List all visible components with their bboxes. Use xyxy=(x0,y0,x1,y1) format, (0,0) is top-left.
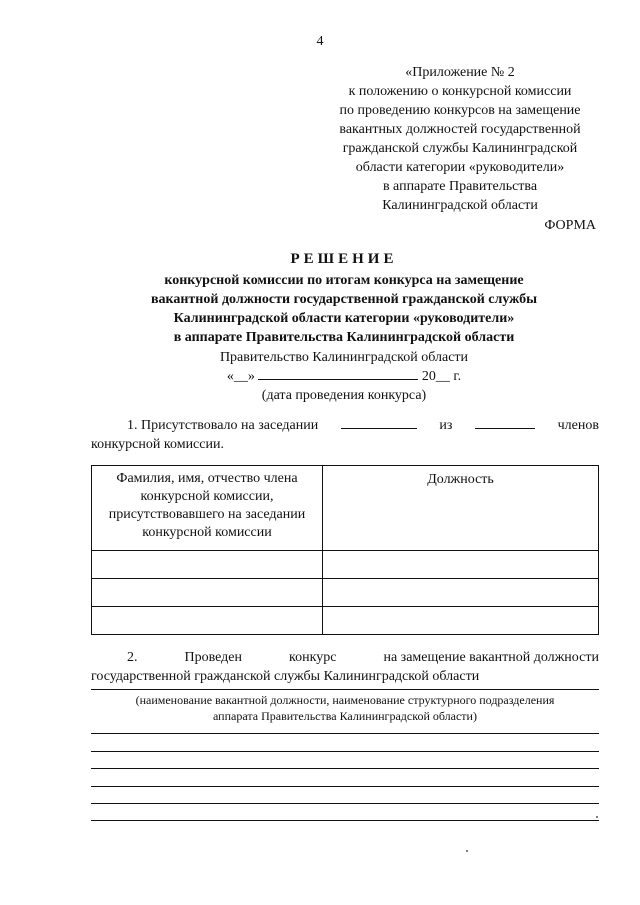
title-word: РЕШЕНИЕ xyxy=(290,251,398,267)
item-2 xyxy=(91,648,599,686)
appendix-line: в аппарате Правительства xyxy=(382,179,538,194)
total-count-blank[interactable] xyxy=(475,416,535,429)
table-cell[interactable] xyxy=(92,579,323,607)
members-table xyxy=(91,465,599,635)
item2-word-1: Проведен xyxy=(184,650,243,665)
appendix-line: «Приложение № 2 xyxy=(405,65,515,80)
item2-word-3: на замещение вакантной должности xyxy=(383,650,599,665)
title-line: Калининградской области категории «руководители» xyxy=(173,311,515,326)
appendix-line: к положению о конкурсной комиссии xyxy=(348,84,572,99)
title-line: вакантной должности государственной гражданской службы xyxy=(150,292,538,307)
org-name: Правительство Калининградской области xyxy=(219,350,469,365)
date-caption: (дата проведения конкурса) xyxy=(261,388,427,403)
item1-text-c: членов xyxy=(557,418,599,433)
present-count-blank[interactable] xyxy=(341,416,417,429)
scan-speck xyxy=(466,850,468,852)
date-month-blank[interactable] xyxy=(258,367,418,380)
title-line: в аппарате Правительства Калининградской области xyxy=(173,330,515,345)
title-line: конкурсной комиссии по итогам конкурса на замещение xyxy=(164,273,524,288)
table-cell[interactable] xyxy=(323,607,599,635)
fill-line[interactable] xyxy=(91,751,599,752)
fill-line[interactable] xyxy=(91,733,599,734)
date-day: «__» xyxy=(226,369,255,384)
item2-line-2: государственной гражданской службы Калининградской области xyxy=(91,669,480,684)
scan-speck xyxy=(596,816,598,818)
header-fio-text: Фамилия, имя, отчество члена конкурсной комиссии, присутствовавшего на заседании конкурсной комиссии xyxy=(108,471,306,540)
table-cell[interactable] xyxy=(92,551,323,579)
item-1 xyxy=(91,416,599,454)
appendix-line: Калининградской области xyxy=(382,198,538,213)
document-title xyxy=(0,250,640,347)
position-hint xyxy=(91,692,599,724)
form-label: ФОРМА xyxy=(544,218,596,233)
item2-word-2: конкурс xyxy=(289,650,337,665)
appendix-line: гражданской службы Калининградской xyxy=(342,141,578,156)
header-position xyxy=(323,466,599,551)
appendix-line: вакантных должностей государственной xyxy=(339,122,581,137)
table-cell[interactable] xyxy=(323,579,599,607)
table-row xyxy=(92,607,599,635)
page-number: 4 xyxy=(316,34,324,49)
appendix-line: области категории «руководители» xyxy=(355,160,565,175)
fill-line[interactable] xyxy=(91,803,599,804)
hint-line: аппарата Правительства Калининградской области) xyxy=(213,709,477,723)
hint-line: (наименование вакантной должности, наименование структурного подразделения xyxy=(135,693,555,707)
table-cell[interactable] xyxy=(323,551,599,579)
appendix-line: по проведению конкурсов на замещение xyxy=(339,103,581,118)
appendix-header xyxy=(322,63,598,215)
table-header-row xyxy=(92,466,599,551)
item2-number: 2. xyxy=(127,650,138,665)
org-block xyxy=(0,348,640,405)
date-line xyxy=(0,367,640,386)
header-position-text: Должность xyxy=(427,472,494,487)
header-fio xyxy=(92,466,323,551)
table-row xyxy=(92,579,599,607)
fill-line[interactable] xyxy=(91,786,599,787)
date-year: 20__ г. xyxy=(421,369,462,384)
item1-text-a: 1. Присутствовало на заседании xyxy=(127,418,319,433)
fill-line[interactable] xyxy=(91,820,599,821)
item1-text-b: из xyxy=(439,418,453,433)
fill-line[interactable] xyxy=(91,768,599,769)
position-fill-line[interactable] xyxy=(91,689,599,690)
table-cell[interactable] xyxy=(92,607,323,635)
table-row xyxy=(92,551,599,579)
item1-text-d: конкурсной комиссии. xyxy=(91,437,224,452)
